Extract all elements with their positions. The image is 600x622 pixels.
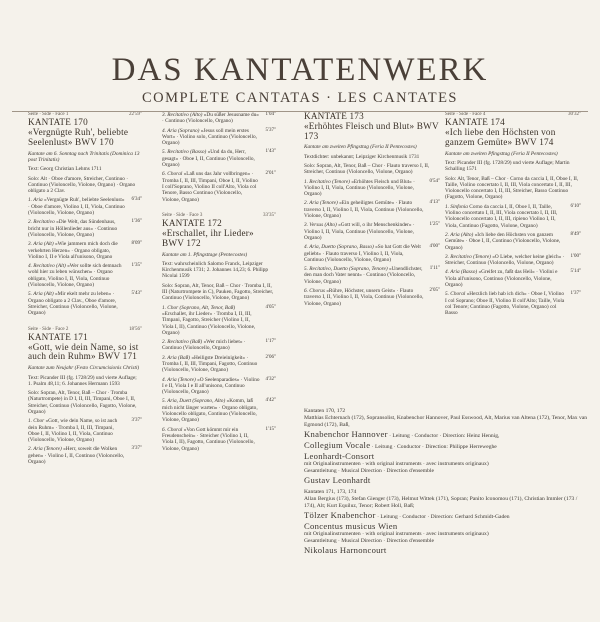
- cantata-title: KANTATE 174: [445, 117, 505, 128]
- side-label: Seite · Side · Face 3 33'35": [162, 212, 276, 218]
- credit-soloists: Matthias Echternach (172), Sopransolist, Knabenchor Hannover, Paul Esswood, Alt, Marius van Altena (172), Tenor, Max van Egmond (172), Baß,: [304, 415, 588, 428]
- side-label: Seite · Side · Face 1 22'59": [28, 112, 142, 117]
- cantata-subtitle: «Ich liebe den Höchsten von ganzem Gemüte» BWV 174: [445, 127, 556, 147]
- movement: 3. Recitativo (Tenore) «O Liebe, welcher keine gleich» · Streicher, Continuo (Violoncello, Violone, Organo) 1'00": [445, 253, 581, 267]
- movement: 3. Recitativo (Alto) «Du süßer Jesusname du» · Continuo (Violoncello, Organo) 1'04": [162, 112, 276, 125]
- cantata-scoring: Solo: Alt, Tenor, Baß – Chor · Corno da caccia I, II, Oboe I, II, Taille, Violino concertato I, II, III, Viola concertato I, II, III, Violoncello concertato I, II, III, Streicher, Basso Continuo (Fagotto, Violone, Organo): [445, 175, 579, 201]
- cantata-scoring: Solo: Sopran, Alt, Tenor, Baß – Chor · Flauto traverso I, II, Streicher, Continuo (Violoncello, Violone, Organo): [304, 162, 430, 176]
- cantata-text-credit: Text: Georg Christian Lehms 1711: [28, 166, 102, 173]
- credit-orchestra: Leonhardt-Consort: [304, 451, 375, 461]
- side-label: Seite · Side · Face 2 18'56": [28, 326, 142, 332]
- column-3: [304, 112, 440, 404]
- movement: 5. Recitativo (Basso) «Und da du, Herr, gesagt» · Oboe I, II, Continuo (Violoncello, Organo) 1'43": [162, 149, 276, 169]
- credit-orchestra: Concentus musicus Wien: [304, 521, 398, 531]
- side-label: Seite · Side · Face 4 30'32": [445, 112, 581, 117]
- cantata-subtitle: «Erhöhtes Fleisch und Blut» BWV 173: [304, 120, 439, 141]
- credit-lead-label: Gesamtleitung · Musical Direction · Direction d'ensemble: [304, 468, 434, 474]
- movement: 4. Recitativo (Alt) «Wer sollte sich demnach wohl hier zu leben wünschen» · Organo obligato, Violino I, II, Viola, Continuo (Violoncello, Violone, Organo) 1'35": [28, 263, 142, 289]
- cantata-title: KANTATE 170: [28, 117, 88, 128]
- credit-collegium-line: Collegium Vocale · Leitung · Conductor · Direction: Philippe Herreweghe: [304, 440, 497, 450]
- cantata-text-credit: Text: Picander III (fg. 1728/29) und vierte Auflage; Martin Schalling 1571: [445, 159, 570, 173]
- movement: 1. Chor «Gott, wie dein Name, so ist auch dein Ruhm» · Tromba I, II, III, Timpani, Oboe I, II, Violino I, II, Viola, Continuo (Violoncello, Violone, Organo) 3'37": [28, 418, 142, 444]
- movement: 4. Aria, Duetto (Soprano, Basso) «So hat Gott die Welt geliebt» · Flauto traverso I, Violino I, II, Viola, Continuo (Violoncello, Violone, Organo) 4'00": [304, 244, 440, 263]
- movement: 2. Aria (Tenore) «Ein geheiligtes Gemüte» · Flauto traverso I, II, Violino I, II, Viola, Continuo (Violoncello, Violone, Organo) 4'13": [304, 200, 440, 220]
- movement: 3. Versus (Alto) «Gott will, o ihr Menschenkinder» · Violino I, II, Viola, Continuo (Violoncello, Violone, Organo) 1'25": [304, 222, 440, 241]
- movement: 1. Chor (Soprano, Alt, Tenor, Baß) «Erschallet, ihr Lieder» · Tromba I, II, III, Timpani, Fagotto, Streicher (Violino I, II, Viola I, II), Continuo (Violoncello, Violone, Organo) 4'05": [162, 304, 276, 336]
- credit-choir-line: Knabenchor Hannover · Leitung · Conductor · Direction: Heinz Hennig,: [304, 429, 500, 439]
- cantata-scoring: Solo: Sopran, Alt, Tenor, Baß – Chor · Tromba I, II, III (Naturtrompete in C), Pauken, Fagotto, Streicher, Continuo (Violoncello, Violone, Organo): [162, 282, 274, 302]
- performer-credits: [304, 408, 589, 555]
- movement: 3. Aria (Baß) «Heiligste Dreieinigkeit» · Tromba I, II, III, Timpani, Fagotto, Continuo (Violoncello, Violone, Organo) 2'06": [162, 354, 276, 374]
- cantata-occasion: Kantate am 1. Pfingsttage (Pentecostes): [162, 251, 248, 258]
- cantata-subtitle: «Gott, wie dein Name, so ist auch dein Ruhm» BWV 171: [28, 341, 139, 362]
- movement: 2. Aria (Tenore) «Herr, soweit die Wolken gehen» · Violino I, II, Continuo (Violoncello, Organo) 3'37": [28, 446, 142, 466]
- credit-conductor: Gustav Leonhardt: [304, 475, 371, 485]
- movement: 1. Aria «Vergnügte Ruh', beliebte Seelenlust» · Oboe d'amore, Violino I, II, Viola, Continuo (Violoncello, Violone, Organo) 6'34": [28, 197, 142, 217]
- credit-lead-label: Gesamtleitung · Musical Direction · Direction d'ensemble: [304, 538, 434, 544]
- cantata-occasion: Kantate am 6. Sonntag nach Trinitatis (Dominica 13 post Trinitatis): [28, 150, 140, 163]
- movement: 2. Aria (Alto) «Ich liebe den Höchsten von ganzem Gemüte» · Oboe I, II, Continuo (Violoncello, Violone, Organo) 8'49": [445, 231, 581, 251]
- credit-orchestra-note: mit Originalinstrumenten · with original instruments · avec instruments originaux): [304, 531, 489, 537]
- cantata-text-credit: Text: wahrscheinlich Salomo Franck, Leipziger Kirchenmusik 1731; 2. Johannes 14,23; 6. Philipp Nicolai 1599: [162, 260, 269, 280]
- cantata-text-credit: Textdichter: unbekannt; Leipziger Kirchenmusik 1731: [304, 153, 420, 160]
- movement: 2. Recitativo (Baß) «Wer mich liebet» · Continuo (Violoncello, Organo) 1'17": [162, 339, 276, 352]
- movement: 3. Aria (Alt) «Wie jammern mich doch die verkehrten Herzen» · Organo obligato, Violino I, II e Viola all'unisono, Organo 8'09": [28, 241, 142, 260]
- credit-kantaten-line: Kantaten 170, 172: [304, 408, 346, 414]
- movement: 4. Aria (Basso) «Greifet zu, faßt das Heil» · Violini e Viola all'unisono, Continuo (Violoncello, Violone, Organo) 5'14": [445, 269, 581, 289]
- cantata-title: KANTATE 173: [304, 112, 364, 121]
- cantata-scoring: Solo: Sopran, Alt, Tenor, Baß – Chor · Tromba (Naturtrompete) in D I, II, III, Timpani, Oboe I, II, Streicher, Continuo (Violoncello, Fagotto, Violone, Organo): [28, 390, 137, 415]
- credit-orchestra-note: mit Originalinstrumenten · with original instruments · avec instruments originaux): [304, 461, 489, 467]
- movement: 5. Aria (Alt) «Mir ekelt mehr zu leben» · Organo obligato a 2 Clav., Oboe d'amore, Streicher, Continuo (Violoncello, Violone, Organo) 5'43": [28, 291, 142, 317]
- cantata-title: KANTATE 171: [28, 331, 88, 342]
- page-title: DAS KANTATENWERK: [111, 52, 489, 88]
- cantata-subtitle: «Vergnügte Ruh', beliebte Seelenlust» BWV 170: [28, 127, 129, 147]
- cantata-subtitle: «Erschallet, ihr Lieder» BWV 172: [162, 227, 254, 248]
- movement: 4. Aria (Soprano) «Jesus soll mein erstes Wort» · Violino solo, Continuo (Violoncello, Organo) 5'37": [162, 127, 276, 147]
- movement: 6. Choral «Laß uns das Jahr vollbringen» · Tromba I, II, III, Timpani, Oboe I, II, Violino I coll'Soprano, Violino II coll'Alto, Viola col Tenore, Basso Continuo (Violoncello, Violone, Organo) 2'01": [162, 171, 276, 203]
- movement: 5. Aria, Duett (Soprano, Alto) «Komm, laß mich nicht länger warten» · Organo obligato, Violoncello obligato, Continuo (Violoncello, Violone, Organo) 4'42": [162, 398, 276, 424]
- movement: 4. Aria (Tenore) «O Seelenparadies» · Violino I e II, Viola I e II all'unisono, Continuo (Violoncello, Organo) 4'32": [162, 376, 276, 396]
- cantata-scoring: Solo: Alt · Oboe d'amore, Streicher, Continuo · Continuo (Violoncello, Violone, Organo) · Organo obligato a 2 Clav.: [28, 175, 136, 195]
- cantata-occasion: Kantate am zweiten Pfingsttag (Feria II Pentecostes): [445, 150, 558, 157]
- cantata-title: KANTATE 172: [162, 218, 222, 229]
- column-2: [162, 112, 276, 622]
- cantata-text-credit: Text: Picander III (fg. 1728/29) und vierte Auflage; 1. Psalm 48,11; 6. Johannes Hermann 1593: [28, 374, 137, 387]
- cantata-occasion: Kantate zum Neujahr (Festo Circumcisionis Christi): [28, 365, 140, 372]
- credit-choir-line: Tölzer Knabenchor · Leitung · Conductor · Direction: Gerhard Schmidt-Gaden: [304, 510, 510, 520]
- movement: 2. Recitativo «Die Welt, das Sündenhaus, bricht nur in Höllenlieder aus» · Continuo (Violoncello, Violone, Organo) 1'36": [28, 219, 142, 238]
- movement: 6. Choral «Von Gott kömmt mir ein Freudenschein» · Streicher (Violino I, II, Viola I, II), Fagotto, Continuo (Violoncello, Violone, Organo) 1'15": [162, 426, 276, 452]
- credit-conductor: Nikolaus Harnoncourt: [304, 545, 387, 555]
- column-1: [28, 112, 142, 622]
- movement: 1. Sinfonia Corno da caccia I, II, Oboe I, II, Taille, Violino concertato I, II, III, Viola concertato I, II, III, Violoncello concertato I, II, III, ripieno Violino I, II, Viola, Continuo (Fagotto, Violone, Organo) 6'10": [445, 203, 581, 229]
- credit-soloists: Allan Bergius (173), Stefan Gienger (173), Helmut Wittek (171), Sopran; Panito Iconomou (171), Christian Immler (173 / 174), Alt; Kurt Equiluz, Tenor; Robert Holl, Baß;: [304, 496, 578, 509]
- column-4: [445, 112, 581, 404]
- movement: 5. Recitativo, Duetto (Soprano, Tenore) «Unendlichster, den man doch Vater nennt» · Continuo (Violoncello, Violone, Organo) 1'11": [304, 266, 440, 285]
- movement: 5. Choral «Herzlich lieb hab ich dich» · Oboe I, Violino I col Soprano; Oboe II, Violino II coll'Alto; Taille, Viola col Tenore; Continuo (Fagotto, Violone, Organo) col Basso 1'37": [445, 291, 581, 317]
- cantata-occasion: Kantate am zweiten Pfingsttag (Feria II Pentecostes): [304, 144, 417, 151]
- page-subtitle: COMPLETE CANTATAS · LES CANTATES: [142, 90, 458, 106]
- movement: 1. Recitativo (Tenore) «Erhöhtes Fleisch und Blut» · Violino I, II, Viola, Continuo (Violoncello, Violone, Organo) 0'54": [304, 178, 440, 198]
- credit-kantaten-line: Kantaten 171, 173, 174: [304, 489, 357, 495]
- movement: 6. Chorus «Rühre, Höchster, unsern Geist» · Flauto traverso I, II, Violino I, II, Viola, Continuo (Violoncello, Violone, Organo) 2'05": [304, 288, 440, 307]
